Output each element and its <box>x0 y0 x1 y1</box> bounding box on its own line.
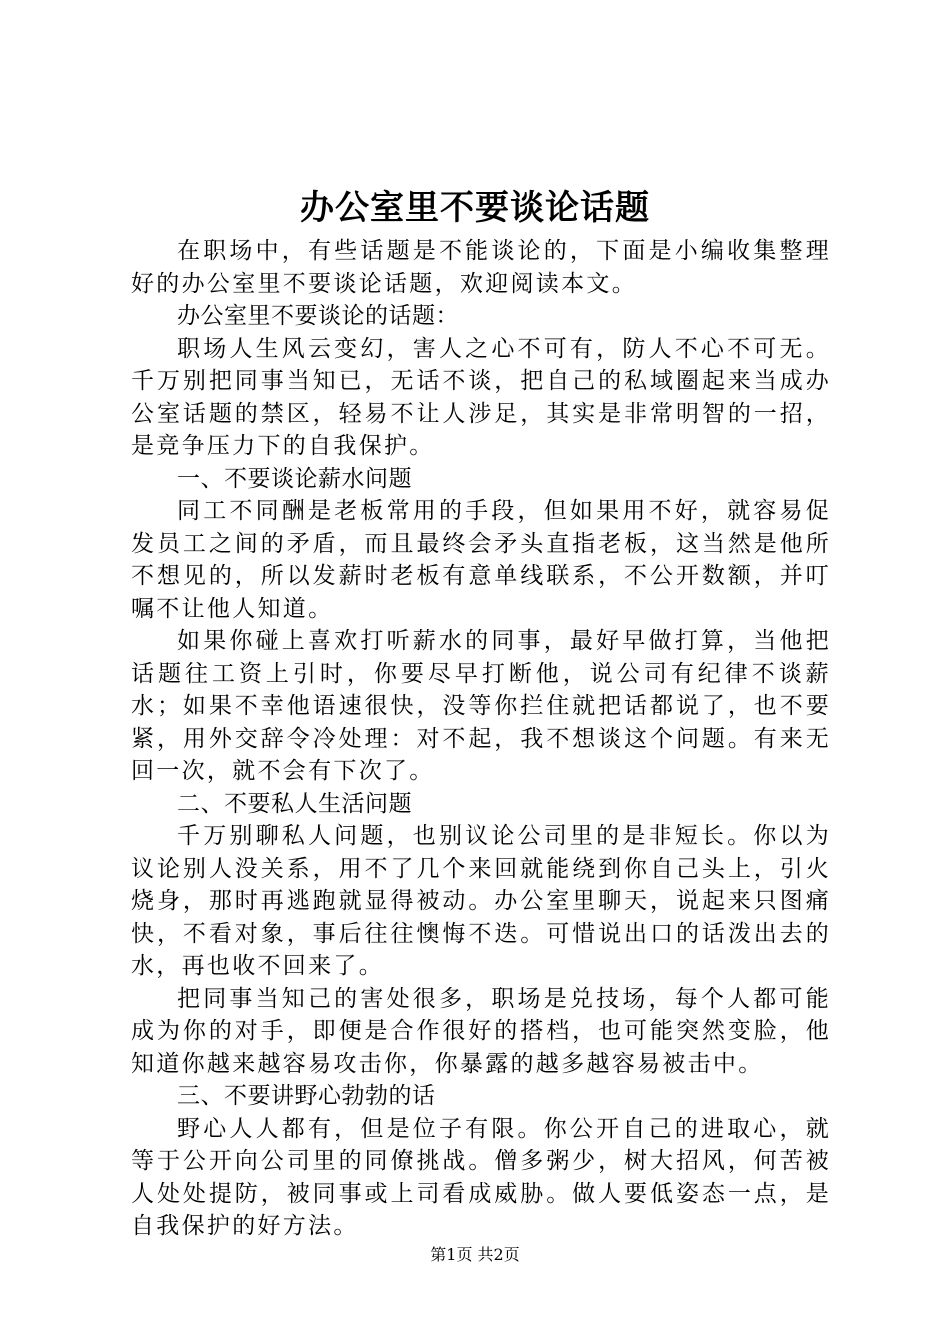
paragraph: 职场人生风云变幻，害人之心不可有，防人不心不可无。千万别把同事当知已，无话不谈，把自己的私域圈起来当成办公室话题的禁区，轻易不让人涉足，其实是非常明智的一招，是竞争压力下的自我保护。 <box>131 335 831 459</box>
document-body <box>131 235 831 1243</box>
paragraph: 如果你碰上喜欢打听薪水的同事，最好早做打算，当他把话题往工资上引时，你要尽早打断他，说公司有纪律不谈薪水；如果不幸他语速很快，没等你拦住就把话都说了，也不要紧，用外交辞令冷处理：对不起，我不想谈这个问题。有来无回一次，就不会有下次了。 <box>131 628 831 784</box>
document-title: 办公室里不要谈论话题 <box>300 188 650 228</box>
paragraph-subtitle: 办公室里不要谈论的话题： <box>177 303 459 329</box>
paragraph: 把同事当知己的害处很多，职场是兑技场，每个人都可能成为你的对手，即便是合作很好的搭档，也可能突然变脸，他知道你越来越容易攻击你，你暴露的越多越容易被击中。 <box>131 985 831 1077</box>
section-heading-2: 二、不要私人生活问题 <box>177 790 412 817</box>
section-heading-3: 三、不要讲野心勃勃的话 <box>177 1083 436 1109</box>
section-heading-1: 一、不要谈论薪水问题 <box>177 465 412 492</box>
paragraph: 同工不同酬是老板常用的手段，但如果用不好，就容易促发员工之间的矛盾，而且最终会矛头直指老板，这当然是他所不想见的，所以发薪时老板有意单线联系，不公开数额，并叮嘱不让他人知道。 <box>131 498 831 622</box>
paragraph: 千万别聊私人问题，也别议论公司里的是非短长。你以为议论别人没关系，用不了几个来回就能绕到你自己头上，引火烧身，那时再逃跑就显得被动。办公室里聊天，说起来只图痛快，不看对象，事后往往懊悔不迭。可惜说出口的话泼出去的水，再也收不回来了。 <box>131 823 831 979</box>
paragraph-intro: 在职场中，有些话题是不能谈论的，下面是小编收集整理好的办公室里不要谈论话题，欢迎阅读本文。 <box>131 238 831 297</box>
paragraph: 野心人人都有，但是位子有限。你公开自己的进取心，就等于公开向公司里的同僚挑战。僧多粥少，树大招风，何苦被人处处提防，被同事或上司看成威胁。做人要低姿态一点，是自我保护的好方法。 <box>131 1115 831 1239</box>
page-number-footer: 第1页 共2页 <box>430 1245 520 1264</box>
